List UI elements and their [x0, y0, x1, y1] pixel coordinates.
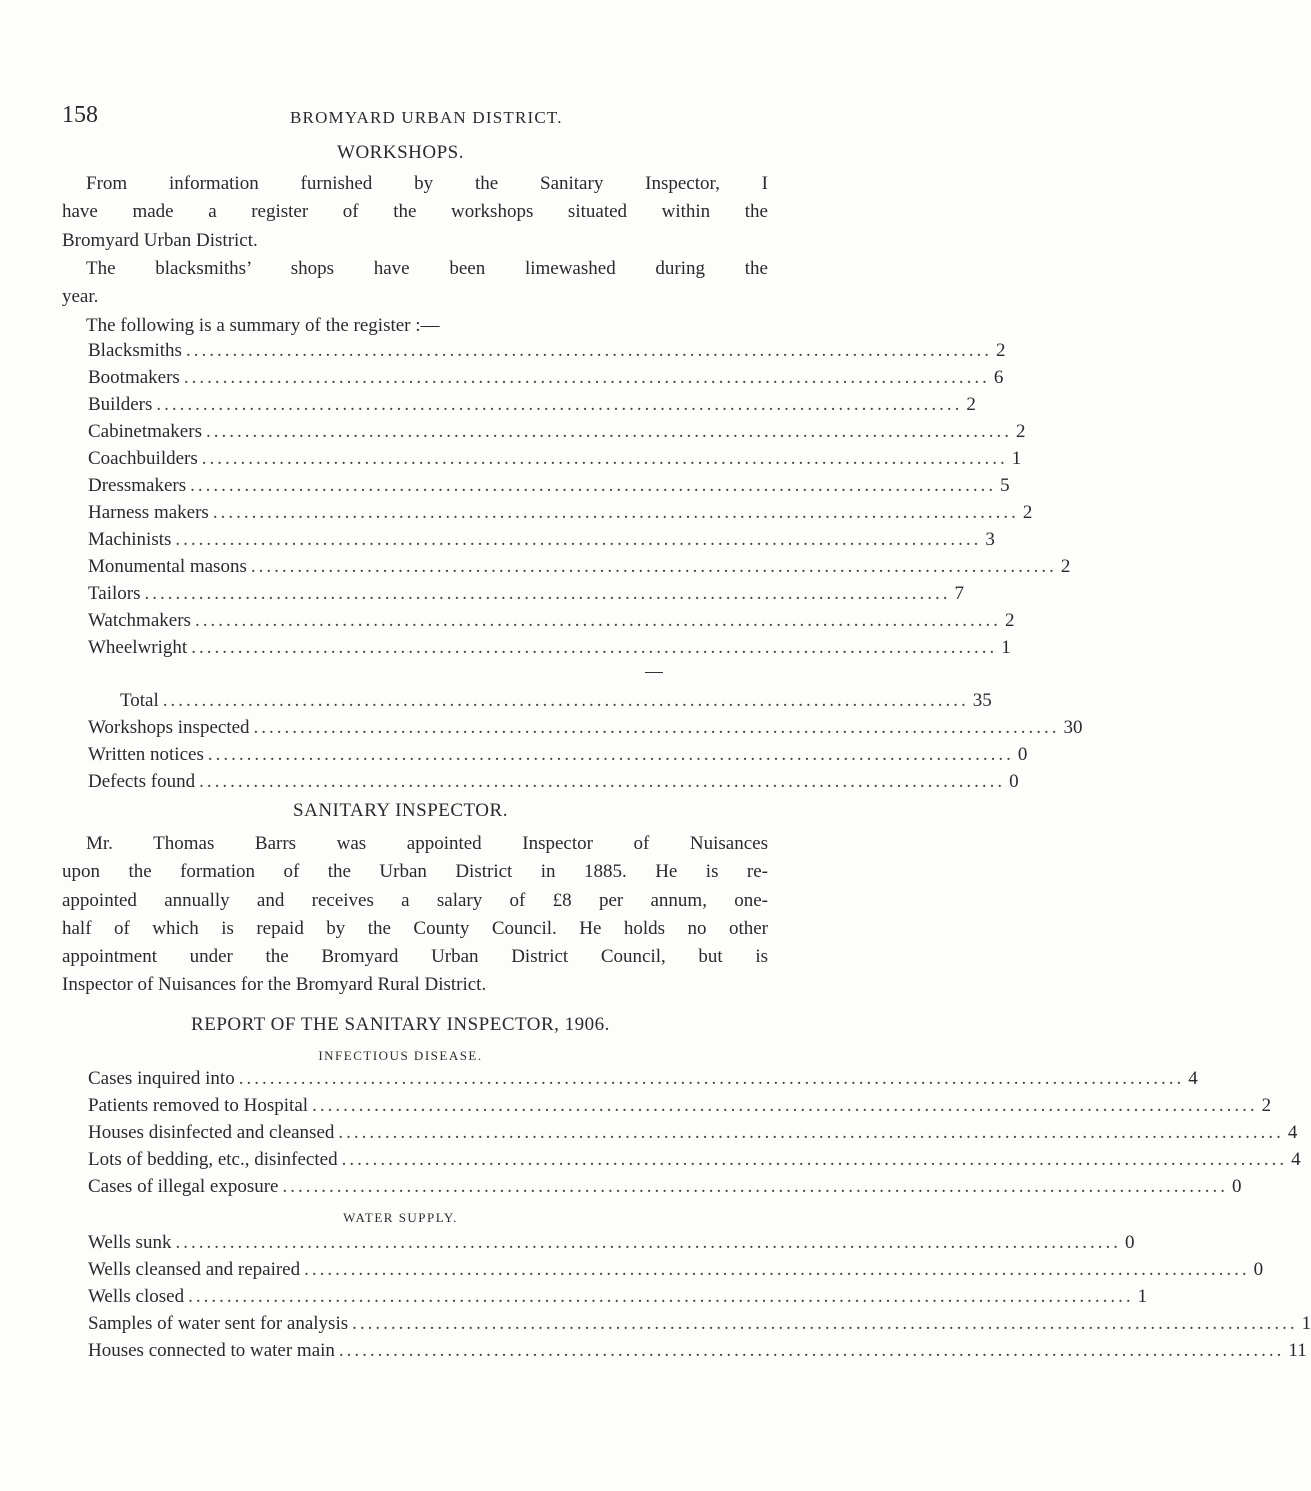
item-label: Coachbuilders: [88, 448, 198, 469]
list-item: [88, 744, 1028, 771]
leader-dots: ..........................................................................................................................: [312, 1095, 1258, 1116]
item-value: 2: [1004, 610, 1015, 631]
text-line: have made a register of the workshops situated within the: [62, 201, 768, 223]
item-value: 2: [1015, 421, 1026, 442]
item-value: 1: [1137, 1286, 1148, 1307]
leader-dots: ........................................................................................................: [205, 421, 1012, 442]
infectious-disease-heading: INFECTIOUS DISEASE.: [318, 1048, 483, 1063]
leader-dots: ........................................................................................................: [156, 394, 963, 415]
running-title: BROMYARD URBAN DISTRICT.: [290, 108, 563, 127]
workshops-paragraph-1: [62, 170, 768, 255]
text-line: Mr. Thomas Barrs was appointed Inspector of Nuisances: [86, 833, 768, 854]
leader-dots: ........................................................................................................: [199, 771, 1006, 792]
list-item: [88, 1313, 1311, 1340]
leader-dots: ........................................................................................................: [183, 367, 990, 388]
list-item: [88, 448, 1022, 475]
leader-dots: ..........................................................................................................................: [338, 1122, 1284, 1143]
item-value: 35: [972, 690, 992, 711]
leader-dots: ..........................................................................................................................: [175, 1232, 1121, 1253]
list-item: [88, 583, 964, 610]
item-label: Houses connected to water main: [88, 1340, 335, 1361]
item-label: Total: [120, 690, 159, 711]
list-item: [88, 771, 1019, 798]
item-label: Houses disinfected and cleansed: [88, 1122, 335, 1143]
item-label: Cases inquired into: [88, 1068, 235, 1089]
list-item: [88, 421, 1026, 448]
sanitary-inspector-paragraph: [62, 830, 768, 1000]
list-item: [88, 1286, 1148, 1313]
list-item: [88, 1232, 1135, 1259]
item-value: 2: [966, 394, 976, 415]
item-value: 0: [1124, 1232, 1135, 1253]
item-label: Tailors: [88, 583, 141, 604]
workshop-register-list: [88, 340, 1071, 664]
item-value: 4: [1291, 1149, 1301, 1170]
list-item: [88, 1068, 1198, 1095]
item-label: Machinists: [88, 529, 172, 550]
water-supply-heading: WATER SUPPLY.: [343, 1210, 458, 1225]
item-label: Defects found: [88, 771, 196, 792]
leader-dots: ........................................................................................................: [190, 475, 997, 496]
item-value: 2: [1022, 502, 1033, 523]
text-line: Bromyard Urban District.: [62, 229, 258, 251]
item-label: Wheelwright: [88, 637, 188, 658]
leader-dots: ........................................................................................................: [201, 448, 1008, 469]
total-row: [88, 690, 992, 717]
list-item: [88, 556, 1071, 583]
leader-dots: ........................................................................................................: [212, 502, 1019, 523]
item-value: 1: [1011, 448, 1022, 469]
list-item: [88, 610, 1015, 637]
leader-dots: ..........................................................................................................................: [341, 1149, 1288, 1170]
item-value: 5: [1000, 475, 1010, 496]
item-label: Watchmakers: [88, 610, 191, 631]
item-value: 6: [993, 367, 1004, 388]
workshops-heading: WORKSHOPS.: [337, 142, 464, 163]
item-value: 7: [954, 583, 964, 604]
infectious-disease-list: [88, 1068, 1301, 1203]
item-value: 2: [995, 340, 1006, 361]
summary-intro: [62, 312, 768, 340]
leader-dots: ........................................................................................................: [144, 583, 951, 604]
text-line: year.: [62, 286, 99, 308]
item-label: Cabinetmakers: [88, 421, 202, 442]
list-item: [88, 394, 976, 421]
list-item: [88, 1259, 1264, 1286]
leader-dots: ........................................................................................................: [253, 717, 1060, 738]
item-value: 1: [1001, 637, 1011, 658]
item-value: 2: [1261, 1095, 1272, 1116]
text-line: half of which is repaid by the County Council. He holds no other: [62, 917, 768, 939]
list-item: [88, 340, 1006, 367]
list-item: [88, 367, 1004, 394]
list-item: [88, 1122, 1298, 1149]
list-item: [88, 1176, 1242, 1203]
item-label: Lots of bedding, etc., disinfected: [88, 1149, 338, 1170]
report-heading: REPORT OF THE SANITARY INSPECTOR, 1906.: [191, 1014, 610, 1035]
leader-dots: ..........................................................................................................................: [338, 1340, 1285, 1361]
item-label: Harness makers: [88, 502, 209, 523]
item-label: Wells sunk: [88, 1232, 172, 1253]
leader-dots: ..........................................................................................................................: [238, 1068, 1185, 1089]
item-label: Blacksmiths: [88, 340, 182, 361]
list-item: [88, 475, 1010, 502]
leader-dots: ..........................................................................................................................: [188, 1286, 1134, 1307]
item-value: 30: [1063, 717, 1083, 738]
sum-rule: [645, 672, 663, 673]
list-item: [88, 717, 1083, 744]
leader-dots: ........................................................................................................: [207, 744, 1014, 765]
item-value: 0: [1253, 1259, 1264, 1280]
item-label: Wells closed: [88, 1286, 185, 1307]
item-value: 11: [1288, 1340, 1307, 1361]
item-value: 4: [1188, 1068, 1198, 1089]
item-label: Workshops inspected: [88, 717, 250, 738]
text-line: From information furnished by the Sanitary Inspector, I: [86, 173, 768, 194]
item-label: Cases of illegal exposure: [88, 1176, 279, 1197]
item-label: Written notices: [88, 744, 204, 765]
text-line: appointed annually and receives a salary of £8 per annum, one-: [62, 889, 768, 911]
workshops-paragraph-2: [62, 255, 768, 312]
list-item: [88, 502, 1033, 529]
page-number: 158: [62, 102, 98, 128]
item-label: Monumental masons: [88, 556, 247, 577]
item-value: 0: [1231, 1176, 1242, 1197]
item-label: Builders: [88, 394, 153, 415]
list-item: [88, 1149, 1301, 1176]
text-line: upon the formation of the Urban District in 1885. He is re-: [62, 861, 768, 883]
item-value: 2: [1060, 556, 1071, 577]
leader-dots: ........................................................................................................: [185, 340, 992, 361]
leader-dots: ..........................................................................................................................: [282, 1176, 1228, 1197]
leader-dots: ........................................................................................................: [162, 690, 969, 711]
item-value: 4: [1287, 1122, 1298, 1143]
list-item: [88, 637, 1011, 664]
sanitary-inspector-heading: SANITARY INSPECTOR.: [293, 800, 508, 821]
text-line: Inspector of Nuisances for the Bromyard Rural District.: [62, 974, 487, 996]
item-value: 1: [1301, 1313, 1311, 1334]
leader-dots: ........................................................................................................: [191, 637, 998, 658]
item-label: Samples of water sent for analysis: [88, 1313, 349, 1334]
text-line: appointment under the Bromyard Urban District Council, but is: [62, 946, 768, 968]
water-supply-list: [88, 1232, 1311, 1367]
leader-dots: ........................................................................................................: [175, 529, 982, 550]
leader-dots: ..........................................................................................................................: [352, 1313, 1298, 1334]
item-label: Wells cleansed and repaired: [88, 1259, 301, 1280]
item-label: Dressmakers: [88, 475, 187, 496]
item-label: Patients removed to Hospital: [88, 1095, 309, 1116]
list-item: [88, 1095, 1272, 1122]
list-item: [88, 1340, 1307, 1367]
item-value: 3: [985, 529, 995, 550]
workshop-totals-list: [88, 690, 1083, 798]
item-label: Bootmakers: [88, 367, 180, 388]
item-value: 0: [1017, 744, 1028, 765]
list-item: [88, 529, 995, 556]
text-line: The blacksmiths’ shops have been limewashed during the: [86, 258, 768, 279]
leader-dots: ........................................................................................................: [194, 610, 1001, 631]
leader-dots: ..........................................................................................................................: [304, 1259, 1250, 1280]
leader-dots: ........................................................................................................: [250, 556, 1057, 577]
text-line: The following is a summary of the register :—: [86, 315, 440, 336]
item-value: 0: [1009, 771, 1019, 792]
